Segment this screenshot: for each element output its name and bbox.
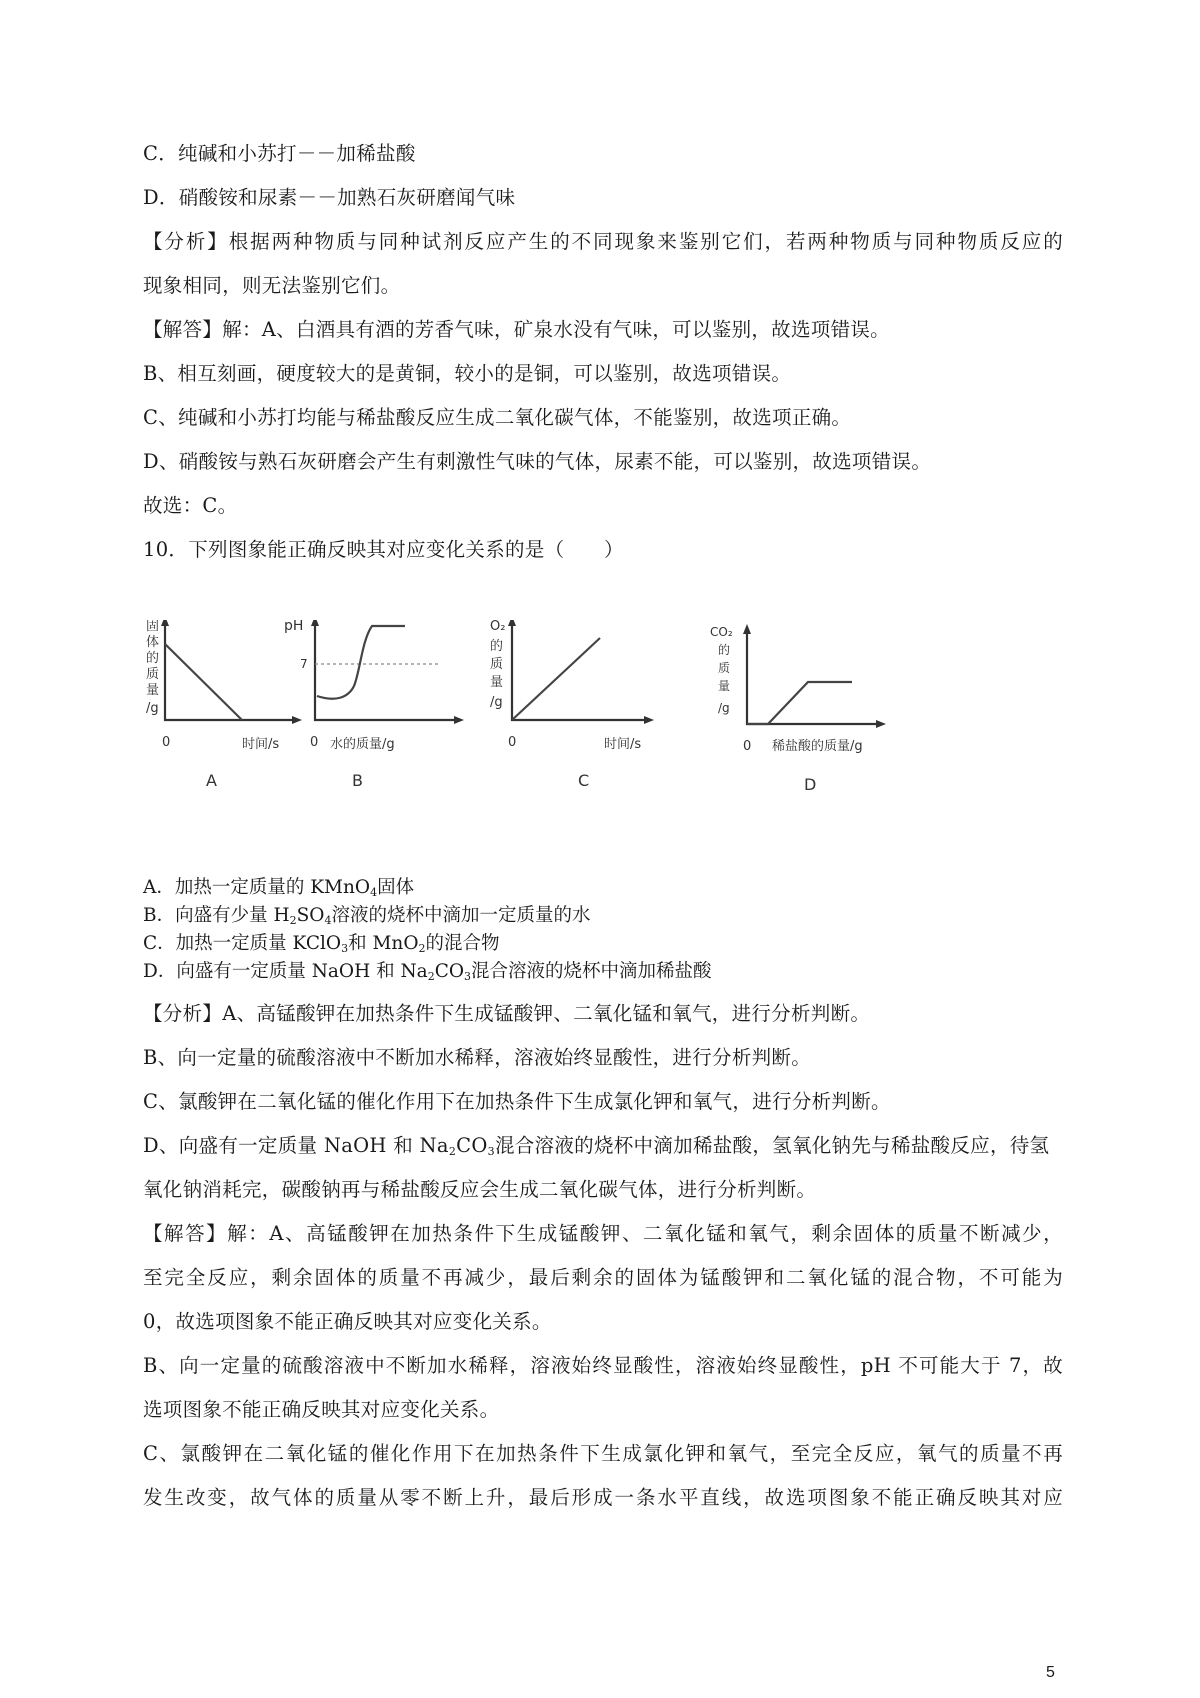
graph-a-ylabel-3: 的 <box>146 651 160 666</box>
graph-a-ylabel-1: 固 <box>146 620 160 634</box>
graph-c-ylabel-2: 的 <box>490 639 504 654</box>
graph-d-ylabel-4: 量 <box>718 679 731 693</box>
graph-c-ylabel-1: O₂ <box>490 620 506 634</box>
graph-a-xlabel: 时间/s <box>242 737 280 752</box>
solution-line-a: 【解答】解：A、白酒具有酒的芳香气味，矿泉水没有气味，可以鉴别，故选项错误。 <box>143 318 890 341</box>
option-b: B．向盛有少量 $H_2SO_4$溶液的烧杯中滴加一定质量的水 <box>143 905 591 927</box>
graph-d-ylabel-2: 的 <box>718 643 731 657</box>
graph-d-ylabel-5: /g <box>718 701 730 715</box>
graph-d-ylabel-3: 质 <box>718 661 731 675</box>
graph-a-caption: A <box>206 771 217 790</box>
q10-analysis-c: C、氯酸钾在二氧化锰的催化作用下在加热条件下生成氯化钾和氧气，进行分析判断。 <box>143 1090 891 1113</box>
graph-a-ylabel-2: 体 <box>146 635 160 650</box>
graph-d-origin: 0 <box>743 739 752 754</box>
graph-b-xlabel: 水的质量/g <box>330 737 395 752</box>
graph-a <box>146 620 302 790</box>
q10-analysis-b: B、向一定量的硫酸溶液中不断加水稀释，溶液始终显酸性，进行分析判断。 <box>143 1046 812 1069</box>
graph-c-ylabel-3: 质 <box>490 657 504 672</box>
graph-a-origin: 0 <box>162 735 171 750</box>
q10-solution-6: C、氯酸钾在二氧化锰的催化作用下在加热条件下生成氯化钾和氧气，至完全反应，氧气的质量不再 <box>143 1442 1063 1465</box>
graph-d-caption: D <box>804 775 817 794</box>
page-number: 5 <box>1046 1664 1055 1681</box>
analysis-line-1: 【分析】根据两种物质与同种试剂反应产生的不同现象来鉴别它们，若两种物质与同种物质反应的 <box>143 230 1063 253</box>
graph-b-tick-7: 7 <box>300 657 308 671</box>
q10-analysis-d-1: D、向盛有一定质量 NaOH 和 $Na_2CO_3$混合溶液的烧杯中滴加稀盐酸，氢氧化钠先与稀盐酸反应，待氢 <box>143 1134 1050 1158</box>
question-10-graphs <box>140 620 970 860</box>
q10-solution-7: 发生改变，故气体的质量从零不断上升，最后形成一条水平直线，故选项图象不能正确反映其对应 <box>143 1486 1063 1509</box>
graph-a-ylabel-5: 量 <box>146 683 160 698</box>
graph-c-ylabel-5: /g <box>490 695 503 710</box>
analysis-line-2: 现象相同，则无法鉴别它们。 <box>143 274 401 297</box>
q10-solution-3: 0，故选项图象不能正确反映其对应变化关系。 <box>143 1310 552 1333</box>
graph-b <box>284 620 464 790</box>
solution-line-c: C、纯碱和小苏打均能与稀盐酸反应生成二氧化碳气体，不能鉴别，故选项正确。 <box>143 406 852 429</box>
option-c: C．加热一定质量 KClO$_3$和 MnO$_2$的混合物 <box>143 933 500 955</box>
graph-d <box>710 624 886 794</box>
option-a: A．加热一定质量的 KMnO$_4$固体 <box>143 877 415 899</box>
graph-b-caption: B <box>352 771 363 790</box>
graph-c-caption: C <box>578 771 590 790</box>
solution-line-b: B、相互刻画，硬度较大的是黄铜，较小的是铜，可以鉴别，故选项错误。 <box>143 362 792 385</box>
graph-d-xlabel: 稀盐酸的质量/g <box>772 739 863 754</box>
answer-line: 故选：C。 <box>143 494 238 517</box>
graph-c-ylabel-4: 量 <box>490 675 504 690</box>
q10-analysis-a: 【分析】A、高锰酸钾在加热条件下生成锰酸钾、二氧化锰和氧气，进行分析判断。 <box>143 1002 871 1025</box>
option-d-prev-question: D．硝酸铵和尿素－－加熟石灰研磨闻气味 <box>143 186 516 209</box>
q10-solution-1: 【解答】解：A、高锰酸钾在加热条件下生成锰酸钾、二氧化锰和氧气，剩余固体的质量不断减少， <box>143 1222 1063 1245</box>
graphs-svg <box>140 620 970 860</box>
graph-c-xlabel: 时间/s <box>604 737 642 752</box>
option-d: D．向盛有一定质量 NaOH 和 $Na_2CO_3$混合溶液的烧杯中滴加稀盐酸 <box>143 961 712 983</box>
graph-a-ylabel-6: /g <box>146 701 159 716</box>
graph-b-origin: 0 <box>310 735 319 750</box>
question-10-stem: 10．下列图象能正确反映其对应变化关系的是（ ） <box>143 538 624 561</box>
q10-analysis-d-2: 氧化钠消耗完，碳酸钠再与稀盐酸反应会生成二氧化碳气体，进行分析判断。 <box>143 1178 817 1201</box>
graph-a-ylabel-4: 质 <box>146 667 160 682</box>
graph-d-ylabel-1: CO₂ <box>710 625 733 639</box>
q10-solution-2: 至完全反应，剩余固体的质量不再减少，最后剩余的固体为锰酸钾和二氧化锰的混合物，不可能为 <box>143 1266 1063 1289</box>
option-c-prev-question: C．纯碱和小苏打－－加稀盐酸 <box>143 142 416 165</box>
graph-c-origin: 0 <box>508 735 517 750</box>
graph-b-ylabel: pH <box>284 620 304 634</box>
q10-solution-4: B、向一定量的硫酸溶液中不断加水稀释，溶液始终显酸性，溶液始终显酸性，pH 不可能大于 7，故 <box>143 1354 1063 1377</box>
q10-solution-5: 选项图象不能正确反映其对应变化关系。 <box>143 1398 500 1421</box>
solution-line-d: D、硝酸铵与熟石灰研磨会产生有刺激性气味的气体，尿素不能，可以鉴别，故选项错误。 <box>143 450 932 473</box>
graph-c <box>490 620 654 790</box>
